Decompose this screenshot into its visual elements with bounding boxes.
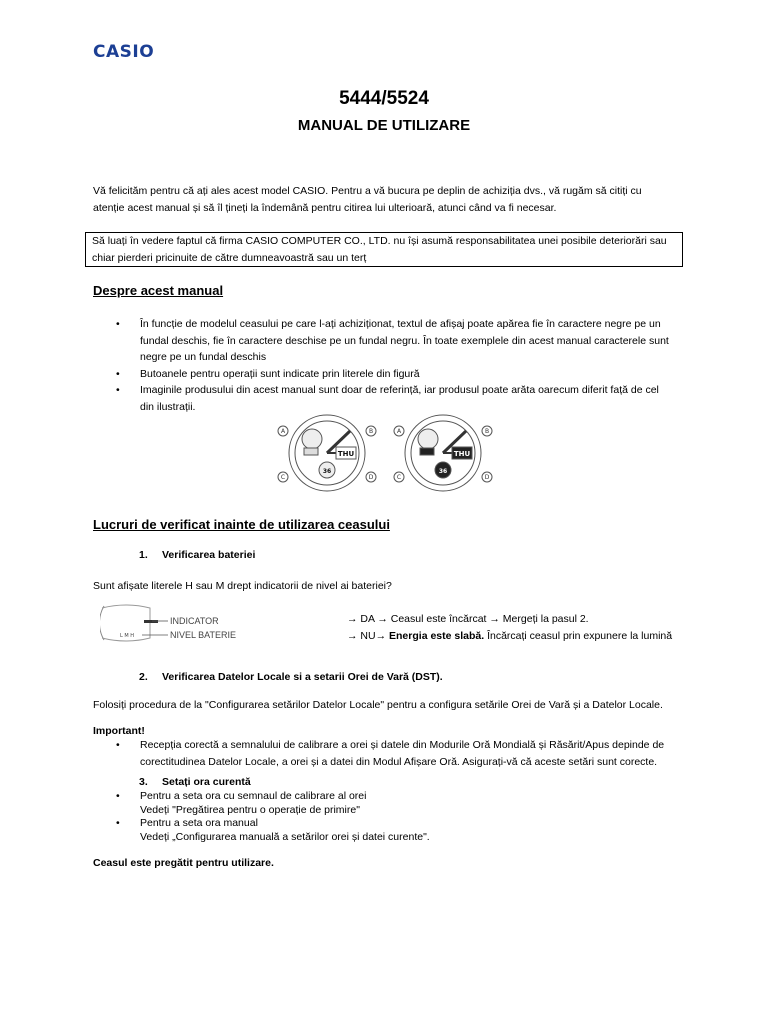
watch-date-display: 36	[322, 468, 332, 475]
watch-button-label: B	[368, 428, 374, 435]
list-item	[116, 366, 686, 383]
watch-date-display: 36	[438, 468, 448, 475]
answer-nu-prefix: → NU→	[347, 629, 387, 642]
step-number: 3.	[139, 776, 148, 788]
watch-button-label: D	[368, 474, 374, 481]
answer-nu	[347, 628, 672, 645]
bullet-text: Pentru a seta ora cu semnaul de calibrare al orei	[140, 790, 367, 802]
bullet-icon: •	[116, 739, 120, 751]
battery-question: Sunt afișate literele H sau M drept indicatorii de nivel ai bateriei?	[93, 580, 392, 592]
important-label: Important!	[93, 725, 145, 737]
ready-statement: Ceasul este pregătit pentru utilizare.	[93, 857, 274, 869]
bullet-text: Butoanele pentru operații sunt indicate prin literele din figură	[140, 367, 420, 380]
step-number: 2.	[139, 671, 148, 683]
answer-nu-suffix: Încărcați ceasul prin expunere la lumină	[484, 629, 673, 642]
battery-level-letters: L M H	[120, 633, 135, 639]
step-2-text: Folosiți procedura de la "Configurarea setărilor Datelor Locale" pentru a configura setările Orei de Vară și a Datelor Locale.	[93, 699, 663, 711]
intro-line-2: atenție acest manual și să îl țineți la îndemână pentru citirea lui ulterioară, atunci când va fi necesar.	[93, 202, 557, 214]
bullet-text: Imaginile produsului din acest manual sunt doar de referință, iar produsul poate arăta oarecum diferit față de cel	[140, 384, 659, 396]
list-item	[116, 737, 706, 770]
answer-da: → DA → Ceasul este încărcat → Mergeți la pasul 2.	[347, 613, 589, 625]
step-title: Setați ora curentă	[162, 776, 251, 788]
casio-logo: CASIO	[93, 42, 155, 62]
bullet-icon: •	[116, 817, 120, 829]
model-number: 5444/5524	[339, 88, 429, 109]
notice-line-2: chiar pierderi pricinuite de către dumneavoastră sau un terț	[92, 251, 367, 264]
battery-level-label: NIVEL BATERIE	[170, 630, 237, 640]
watch-button-label: C	[396, 474, 402, 481]
bullet-icon: •	[116, 318, 120, 330]
despre-bullet-list	[116, 316, 686, 415]
bullet-icon: •	[116, 790, 120, 802]
bullet-text: În funcție de modelul ceasului pe care l-ați achiziționat, textul de afișaj poate apărea fie în caractere negre pe un	[140, 318, 661, 330]
step-3-bullet-list	[116, 790, 706, 844]
watch-illustration-right	[394, 415, 492, 491]
step-3-title	[139, 776, 251, 788]
watch-button-label: C	[280, 474, 286, 481]
battery-bar	[144, 620, 158, 623]
step-title: Verificarea Datelor Locale si a setarii Orei de Vară (DST).	[162, 671, 443, 683]
heading-despre: Despre acest manual	[93, 283, 224, 298]
bullet-subtext: Vedeți "Pregătirea pentru o operație de primire"	[140, 803, 360, 816]
watch-illustrations	[272, 413, 498, 493]
battery-indicator-figure	[100, 600, 270, 646]
watch-button-label: D	[484, 474, 490, 481]
step-number: 1.	[139, 549, 148, 561]
notice-box	[85, 232, 683, 267]
intro-line-1: Vă felicităm pentru că ați ales acest model CASIO. Pentru a vă bucura pe deplin de achiziția dvs., vă rugăm să citiți cu	[93, 185, 642, 197]
watch-button-label: A	[396, 428, 402, 435]
bullet-text: Pentru a seta ora manual	[140, 817, 258, 829]
bullet-text: corectitudinea Datelor Locale, a orei și a datei din Modul Afișare Oră. Asigurați-vă că aceste setări sunt corecte.	[140, 755, 658, 768]
bullet-text: Recepția corectă a semnalului de calibrare a orei și datele din Modurile Oră Mondială și Răsărit/Apus depinde de	[140, 739, 665, 751]
battery-answers	[347, 611, 672, 644]
watch-illustration-left	[278, 415, 376, 491]
bullet-text: din ilustrații.	[140, 400, 196, 413]
step-2-title	[139, 671, 443, 683]
step-title: Verificarea bateriei	[162, 549, 256, 561]
list-item	[116, 382, 686, 415]
watch-day-display: THU	[453, 450, 471, 458]
indicator-label: INDICATOR	[170, 616, 219, 626]
bullet-icon: •	[116, 367, 120, 380]
page-title: MANUAL DE UTILIZARE	[297, 117, 471, 134]
watch-button-label: A	[280, 428, 286, 435]
bullet-text: fundal deschis, fie în caractere deschise pe un fundal negru. În toate exemplele din acest manual caracterele sunt	[140, 334, 669, 347]
watch-day-display: THU	[337, 450, 355, 458]
list-item	[116, 790, 706, 804]
notice-line-1: Să luați în vedere faptul că firma CASIO COMPUTER CO., LTD. nu își asumă responsabilitatea unei posibile deteriorări sau	[92, 235, 667, 247]
important-bullet-list	[116, 737, 706, 770]
answer-nu-bold: Energia este slabă.	[389, 629, 485, 642]
watch-button-label: B	[484, 428, 490, 435]
bullet-text: negre pe un fundal deschis	[140, 351, 267, 363]
bullet-subtext: Vedeți „Configurarea manuală a setărilor orei și datei curente".	[140, 830, 430, 843]
heading-lucruri: Lucruri de verificat inainte de utilizarea ceasului	[93, 517, 390, 532]
intro-paragraph	[93, 183, 683, 217]
bullet-icon: •	[116, 384, 120, 396]
step-1-title	[139, 549, 255, 561]
list-item	[116, 316, 686, 366]
list-item	[116, 817, 706, 831]
